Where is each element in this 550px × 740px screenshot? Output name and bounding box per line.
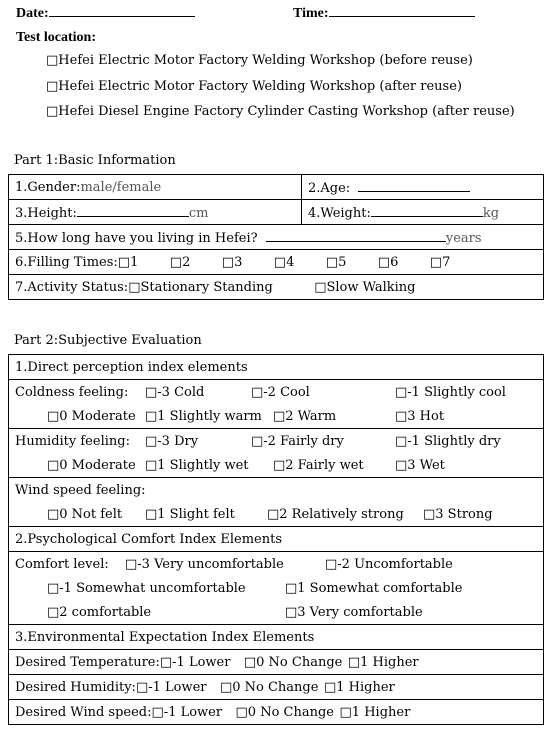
humidity-option-0[interactable]: □0 Moderate <box>47 457 136 473</box>
humidity-row-1 <box>9 429 544 454</box>
weight-label: 4.Weight: <box>308 205 371 221</box>
gender-cell[interactable] <box>9 175 302 200</box>
desired-hum-higher[interactable]: □1 Higher <box>323 679 395 695</box>
sec3-title: 3.Environmental Expectation Index Elements <box>9 625 544 650</box>
desired-temp-lower[interactable]: □-1 Lower <box>159 654 231 670</box>
comfort-row-3 <box>9 600 544 625</box>
living-cell[interactable] <box>9 225 544 250</box>
filling-option-4[interactable]: □4 <box>273 254 295 270</box>
filling-option-6[interactable]: □6 <box>377 254 399 270</box>
filling-label: 6.Filling Times: <box>15 254 118 270</box>
living-label: 5.How long have you living in Hefei? <box>15 230 258 246</box>
coldness-label: Coldness feeling: <box>15 384 129 400</box>
wind-option-3[interactable]: □3 Strong <box>423 506 493 522</box>
wind-label: Wind speed feeling: <box>15 482 146 498</box>
filling-option-5[interactable]: □5 <box>325 254 347 270</box>
desired-hum-row <box>9 675 544 700</box>
activity-cell <box>9 275 544 300</box>
desired-wind-lower[interactable]: □-1 Lower <box>151 704 223 720</box>
filling-option-1[interactable]: □1 <box>117 254 139 270</box>
humidity-option-m1[interactable]: □-1 Slightly dry <box>395 433 501 449</box>
humidity-option-m3[interactable]: □-3 Dry <box>145 433 199 449</box>
weight-unit: kg <box>482 205 500 221</box>
humidity-label: Humidity feeling: <box>15 433 130 449</box>
comfort-option-m3[interactable]: □-3 Very uncomfortable <box>125 556 284 572</box>
wind-option-0[interactable]: □0 Not felt <box>47 506 123 522</box>
date-field <box>16 4 195 22</box>
date-blank[interactable] <box>49 4 195 17</box>
desired-wind-no-change[interactable]: □0 No Change <box>235 704 334 720</box>
sec1-title: 1.Direct perception index elements <box>9 355 544 380</box>
comfort-option-3[interactable]: □3 Very comfortable <box>285 604 423 620</box>
coldness-option-1[interactable]: □1 Slightly warm <box>145 408 262 424</box>
humidity-option-1[interactable]: □1 Slightly wet <box>145 457 249 473</box>
humidity-option-m2[interactable]: □-2 Fairly dry <box>251 433 344 449</box>
humidity-row-2 <box>9 453 544 478</box>
activity-option-standing[interactable]: □Stationary Standing <box>128 279 273 295</box>
wind-option-1[interactable]: □1 Slight felt <box>145 506 235 522</box>
subjective-table <box>8 354 544 725</box>
gender-options[interactable]: male/female <box>80 179 162 195</box>
activity-label: 7.Activity Status: <box>15 279 129 295</box>
comfort-option-1[interactable]: □1 Somewhat comfortable <box>285 580 463 596</box>
coldness-row-1 <box>9 380 544 405</box>
location-option-2[interactable]: □Hefei Electric Motor Factory Welding Workshop (after reuse) <box>46 79 462 94</box>
filling-cell <box>9 250 544 275</box>
comfort-row-2 <box>9 576 544 600</box>
weight-blank[interactable] <box>371 204 483 217</box>
filling-option-3[interactable]: □3 <box>221 254 243 270</box>
basic-info-table <box>8 174 544 300</box>
height-blank[interactable] <box>77 204 189 217</box>
desired-temp-row <box>9 650 544 675</box>
coldness-row-2 <box>9 404 544 429</box>
location-option-3[interactable]: □Hefei Diesel Engine Factory Cylinder Casting Workshop (after reuse) <box>46 104 515 119</box>
desired-wind-label: Desired Wind speed: <box>15 704 152 720</box>
coldness-option-0[interactable]: □0 Moderate <box>47 408 136 424</box>
comfort-label: Comfort level: <box>15 556 109 572</box>
wind-options-row <box>9 502 544 527</box>
time-blank[interactable] <box>329 4 475 17</box>
coldness-option-m3[interactable]: □-3 Cold <box>145 384 205 400</box>
date-label: Date: <box>16 6 49 21</box>
time-field <box>293 4 475 22</box>
test-location-title: Test location: <box>16 30 96 45</box>
activity-option-walking[interactable]: □Slow Walking <box>314 279 416 295</box>
age-label: 2.Age: <box>308 180 351 196</box>
coldness-option-2[interactable]: □2 Warm <box>273 408 337 424</box>
desired-hum-lower[interactable]: □-1 Lower <box>135 679 207 695</box>
comfort-option-m2[interactable]: □-2 Uncomfortable <box>325 556 453 572</box>
humidity-option-2[interactable]: □2 Fairly wet <box>273 457 364 473</box>
wind-option-2[interactable]: □2 Relatively strong <box>267 506 404 522</box>
humidity-option-3[interactable]: □3 Wet <box>395 457 445 473</box>
comfort-row-1 <box>9 552 544 577</box>
weight-cell[interactable] <box>302 200 544 225</box>
desired-wind-higher[interactable]: □1 Higher <box>339 704 411 720</box>
wind-label-row <box>9 478 544 503</box>
location-option-1[interactable]: □Hefei Electric Motor Factory Welding Workshop (before reuse) <box>46 53 473 68</box>
height-unit: cm <box>188 205 209 221</box>
part2-title: Part 2:Subjective Evaluation <box>14 333 202 348</box>
height-label: 3.Height: <box>15 205 77 221</box>
age-blank[interactable] <box>358 179 470 192</box>
living-unit: years <box>445 230 482 246</box>
desired-hum-label: Desired Humidity: <box>15 679 136 695</box>
desired-temp-no-change[interactable]: □0 No Change <box>243 654 343 670</box>
comfort-option-m1[interactable]: □-1 Somewhat uncomfortable <box>47 580 246 596</box>
gender-label: 1.Gender: <box>15 179 81 195</box>
desired-wind-row <box>9 700 544 725</box>
filling-option-2[interactable]: □2 <box>169 254 191 270</box>
desired-temp-higher[interactable]: □1 Higher <box>347 654 419 670</box>
time-label: Time: <box>293 6 329 21</box>
desired-temp-label: Desired Temperature: <box>15 654 160 670</box>
coldness-option-m2[interactable]: □-2 Cool <box>251 384 310 400</box>
height-cell[interactable] <box>9 200 302 225</box>
filling-option-7[interactable]: □7 <box>429 254 451 270</box>
coldness-option-m1[interactable]: □-1 Slightly cool <box>395 384 506 400</box>
sec2-title: 2.Psychological Comfort Index Elements <box>9 527 544 552</box>
desired-hum-no-change[interactable]: □0 No Change <box>219 679 319 695</box>
part1-title: Part 1:Basic Information <box>14 153 176 168</box>
coldness-option-3[interactable]: □3 Hot <box>395 408 445 424</box>
age-cell[interactable] <box>302 175 544 200</box>
living-blank[interactable] <box>266 229 446 242</box>
comfort-option-2[interactable]: □2 comfortable <box>47 604 152 620</box>
